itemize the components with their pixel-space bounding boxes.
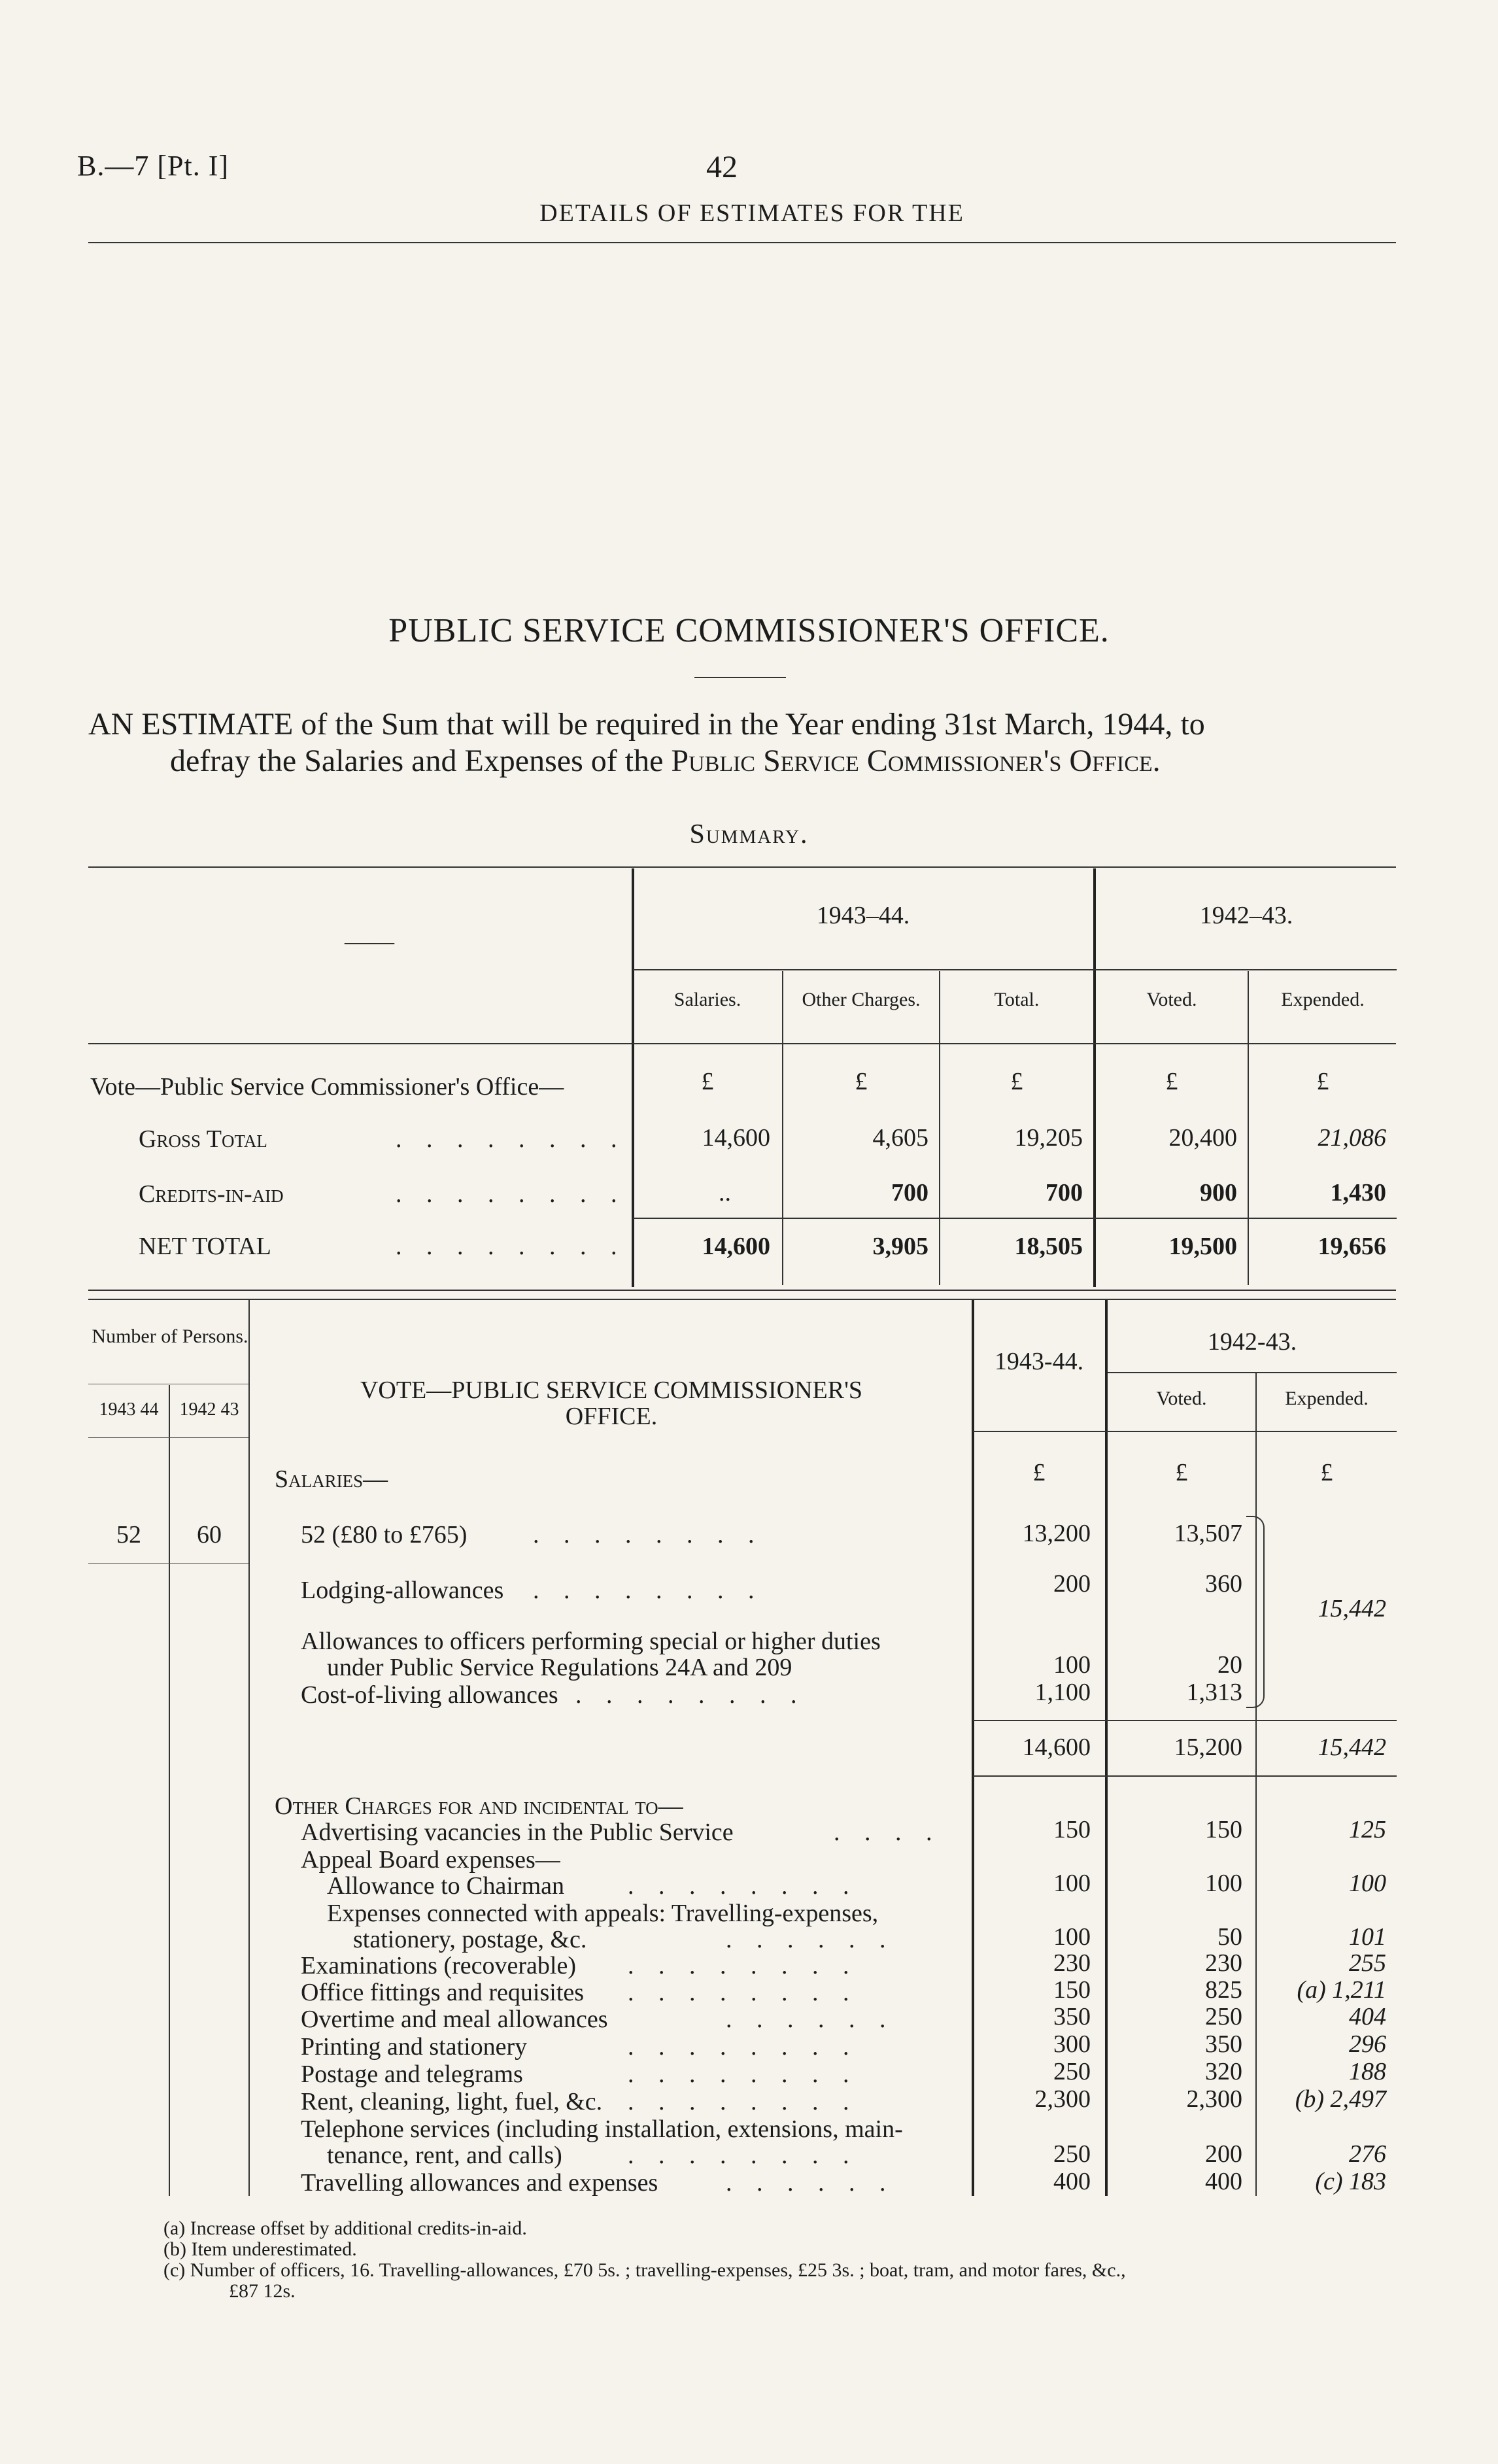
summary-col-voted: Voted. [1146, 989, 1197, 1010]
other-row-label: Advertising vacancies in the Public Service [301, 1819, 734, 1846]
page-number: 42 [706, 150, 738, 184]
header-rule [88, 242, 1396, 243]
credits-total: 700 [1046, 1179, 1083, 1206]
other-est: 350 [1053, 2003, 1091, 2030]
summary-top-rule [88, 866, 1396, 868]
other-expended: 276 [1349, 2140, 1386, 2168]
other-voted: 200 [1205, 2140, 1242, 2168]
summary-col-salaries: Salaries. [673, 989, 741, 1010]
other-row-label: Postage and telegrams [301, 2061, 523, 2088]
persons-1942: 60 [197, 1521, 222, 1549]
salary-voted: 20 [1217, 1651, 1242, 1679]
currency-other: £ [855, 1068, 868, 1095]
leader-dots: . . . . . . . . [628, 1872, 859, 1900]
other-expended: 125 [1349, 1816, 1386, 1843]
details-col-1942: 1942-43. [1207, 1328, 1297, 1356]
leader-dots: . . . . . . . . [396, 1180, 626, 1208]
leader-dots: . . . . . . . . [575, 1681, 806, 1709]
gross-total: 19,205 [1014, 1124, 1083, 1152]
leader-dots: . . . . . . [726, 2006, 895, 2033]
salary-row-label: Cost-of-living allowances [301, 1681, 558, 1709]
salaries-total-bottom-rule [973, 1775, 1397, 1777]
other-row-label: Travelling allowances and expenses [301, 2169, 658, 2197]
summary-col-expended: Expended. [1281, 989, 1365, 1010]
leader-dots: . . . . . . . . [396, 1125, 626, 1153]
other-est: 150 [1053, 1976, 1091, 2004]
other-row-label: Printing and stationery [301, 2033, 528, 2061]
salaries-total-est: 14,600 [1022, 1734, 1091, 1761]
credits-other: 700 [891, 1179, 928, 1206]
persons-header-bottom-rule [88, 1437, 248, 1438]
currency-expended: £ [1316, 1068, 1329, 1095]
leader-dots: . . . . . . . . [533, 1577, 764, 1604]
currency-1943: £ [1032, 1459, 1046, 1486]
other-row-label: Overtime and meal allowances [301, 2006, 608, 2033]
salary-voted: 13,507 [1174, 1520, 1242, 1547]
other-expended: 100 [1349, 1870, 1386, 1897]
other-row-label: Office fittings and requisites [301, 1979, 585, 2006]
other-expended: 101 [1349, 1923, 1386, 1951]
other-expended: (b) 2,497 [1295, 2085, 1386, 2113]
summary-row-label: Gross Total [139, 1125, 267, 1153]
other-row-label-line-1: Telephone services (including installation, extensions, main- [301, 2115, 903, 2143]
vote-title-line-1: VOTE—PUBLIC SERVICE COMMISSIONER'S [360, 1377, 863, 1404]
currency-total: £ [1010, 1068, 1023, 1095]
persons-1943: 52 [116, 1521, 141, 1549]
other-est: 400 [1053, 2168, 1091, 2195]
summary-bottom-rule [88, 1290, 1396, 1291]
credits-salaries: .. [719, 1179, 731, 1206]
other-est: 150 [1053, 1816, 1091, 1843]
estimate-line-1: AN ESTIMATE of the Sum that will be required in the Year ending 31st March, 1944, to [88, 707, 1205, 742]
gross-salaries: 14,600 [702, 1124, 770, 1152]
salaries-expended-combined: 15,442 [1318, 1595, 1386, 1622]
salary-row-label-line-2: under Public Service Regulations 24A and 209 [327, 1654, 792, 1681]
salary-est: 100 [1053, 1651, 1091, 1679]
estimate-intro [88, 706, 1409, 779]
salary-voted: 360 [1205, 1570, 1242, 1598]
salaries-heading: Salaries— [275, 1465, 388, 1493]
net-other: 3,905 [872, 1233, 928, 1260]
summary-group-1943: 1943–44. [816, 902, 910, 929]
other-row-label-line-2: stationery, postage, &c. [353, 1926, 587, 1953]
other-voted: 230 [1205, 1949, 1242, 1977]
currency-expended-details: £ [1320, 1459, 1333, 1486]
currency-voted-details: £ [1175, 1459, 1188, 1486]
page-title: PUBLIC SERVICE COMMISSIONER'S OFFICE. [388, 612, 1110, 649]
persons-divider [169, 1385, 170, 2196]
other-est: 230 [1053, 1949, 1091, 1977]
credits-expended: 1,430 [1330, 1179, 1386, 1206]
net-total-rule [633, 1218, 1397, 1219]
other-voted: 825 [1205, 1976, 1242, 2004]
salaries-subtotal-rule [973, 1720, 1397, 1721]
net-salaries: 14,600 [702, 1233, 770, 1260]
other-voted: 100 [1205, 1870, 1242, 1897]
office-name: Public Service Commissioner's Office. [671, 744, 1161, 778]
leader-dots: . . . . . . . . [628, 2061, 859, 2088]
other-voted: 320 [1205, 2058, 1242, 2085]
other-est: 300 [1053, 2030, 1091, 2058]
other-est: 2,300 [1034, 2085, 1091, 2113]
credits-voted: 900 [1200, 1179, 1237, 1206]
salary-voted: 1,313 [1186, 1679, 1242, 1706]
details-top-rule [88, 1299, 1396, 1300]
salary-row-label-line-1: Allowances to officers performing special or higher duties [301, 1628, 881, 1655]
details-col-1943: 1943-44. [994, 1348, 1084, 1375]
salary-est: 1,100 [1034, 1679, 1091, 1706]
summary-row-label: Credits-in-aid [139, 1180, 284, 1208]
net-voted: 19,500 [1168, 1233, 1237, 1260]
salaries-total-expended: 15,442 [1318, 1734, 1386, 1761]
footnotes [163, 2218, 1406, 2302]
other-est: 250 [1053, 2140, 1091, 2168]
leader-dots: . . . . . . [726, 1926, 895, 1953]
leader-dots: . . . . . . . . [628, 2033, 859, 2061]
other-row-label: Rent, cleaning, light, fuel, &c. [301, 2088, 603, 2115]
persons-row-rule [88, 1563, 248, 1564]
persons-right-divider [248, 1300, 250, 2196]
other-voted: 150 [1205, 1816, 1242, 1843]
persons-year-a: 1943 44 [99, 1399, 159, 1420]
gross-other: 4,605 [872, 1124, 928, 1152]
other-expended: 404 [1349, 2003, 1386, 2030]
net-total: 18,505 [1014, 1233, 1083, 1260]
other-row-label: Allowance to Chairman [327, 1872, 565, 1900]
currency-voted: £ [1165, 1068, 1178, 1095]
summary-row-label: NET TOTAL [139, 1233, 271, 1260]
salary-row-label: 52 (£80 to £765) [301, 1521, 468, 1549]
other-est: 100 [1053, 1923, 1091, 1951]
other-voted: 350 [1205, 2030, 1242, 2058]
other-expended: (c) 183 [1315, 2168, 1386, 2195]
leader-dots: . . . . . . [726, 2169, 895, 2197]
leader-dots: . . . . [834, 1819, 942, 1846]
details-col-1942-rule [1108, 1372, 1397, 1373]
footnote-a: (a) Increase offset by additional credits-in-aid. [163, 2217, 527, 2239]
leader-dots: . . . . . . . . [628, 2088, 859, 2115]
other-voted: 2,300 [1186, 2085, 1242, 2113]
footnote-b: (b) Item underestimated. [163, 2238, 357, 2260]
footnote-c: (c) Number of officers, 16. Travelling-allowances, £70 5s. ; travelling-expenses, £25 3s. ; boat, tram, and motor fares, &c., [163, 2259, 1126, 2281]
gross-voted: 20,400 [1168, 1124, 1237, 1152]
header-subtitle: DETAILS OF ESTIMATES FOR THE [539, 199, 964, 227]
other-voted: 50 [1217, 1923, 1242, 1951]
summary-heading: Summary. [689, 819, 809, 849]
other-est: 250 [1053, 2058, 1091, 2085]
other-charges-heading: Other Charges for and incidental to— [275, 1792, 683, 1820]
other-expended: (a) 1,211 [1297, 1976, 1386, 2004]
vote-title [255, 1377, 968, 1429]
leader-dots: . . . . . . . . [396, 1233, 626, 1260]
details-col-voted: Voted. [1156, 1388, 1207, 1409]
salaries-total-voted: 15,200 [1174, 1734, 1242, 1761]
summary-col-total: Total. [994, 989, 1040, 1010]
other-row-label: Examinations (recoverable) [301, 1952, 576, 1979]
summary-header-rule [88, 1043, 1396, 1044]
title-rule [694, 677, 786, 678]
leader-dots: . . . . . . . . [628, 1952, 859, 1979]
currency-salaries: £ [701, 1068, 714, 1095]
other-voted: 400 [1205, 2168, 1242, 2195]
gross-expended: 21,086 [1318, 1124, 1386, 1152]
salary-row-label: Lodging-allowances [301, 1577, 504, 1604]
summary-dash: —— [345, 928, 394, 955]
other-expended: 296 [1349, 2030, 1386, 2058]
other-row-label-line-1: Expenses connected with appeals: Travelling-expenses, [327, 1900, 879, 1927]
other-expended: 255 [1349, 1949, 1386, 1977]
net-expended: 19,656 [1318, 1233, 1386, 1260]
appeal-board-heading: Appeal Board expenses— [301, 1846, 560, 1874]
other-est: 100 [1053, 1870, 1091, 1897]
footnote-c-continued: £87 12s. [229, 2280, 296, 2302]
salaries-brace [1246, 1516, 1265, 1708]
persons-year-b: 1942 43 [179, 1399, 239, 1420]
leader-dots: . . . . . . . . [533, 1521, 764, 1549]
summary-col-other-charges: Other Charges. [802, 989, 921, 1010]
other-row-label-line-2: tenance, rent, and calls) [327, 2142, 562, 2169]
leader-dots: . . . . . . . . [628, 2142, 859, 2169]
number-of-persons-header: Number of Persons. [92, 1326, 248, 1347]
estimate-line-2: defray the Salaries and Expenses of the Public Service Commissioner's Office. [170, 744, 1161, 778]
other-expended: 188 [1349, 2058, 1386, 2085]
leader-dots: . . . . . . . . [628, 1979, 859, 2006]
details-header-rule [973, 1431, 1397, 1432]
other-voted: 250 [1205, 2003, 1242, 2030]
vote-title-line-2: OFFICE. [565, 1403, 658, 1430]
summary-group-rule [633, 969, 1397, 970]
salary-est: 200 [1053, 1570, 1091, 1598]
summary-group-1942: 1942–43. [1199, 902, 1293, 929]
document-reference: B.—7 [Pt. I] [77, 150, 229, 182]
salary-est: 13,200 [1022, 1520, 1091, 1547]
details-col-expended: Expended. [1285, 1388, 1369, 1409]
summary-vote-label: Vote—Public Service Commissioner's Office— [90, 1073, 564, 1101]
